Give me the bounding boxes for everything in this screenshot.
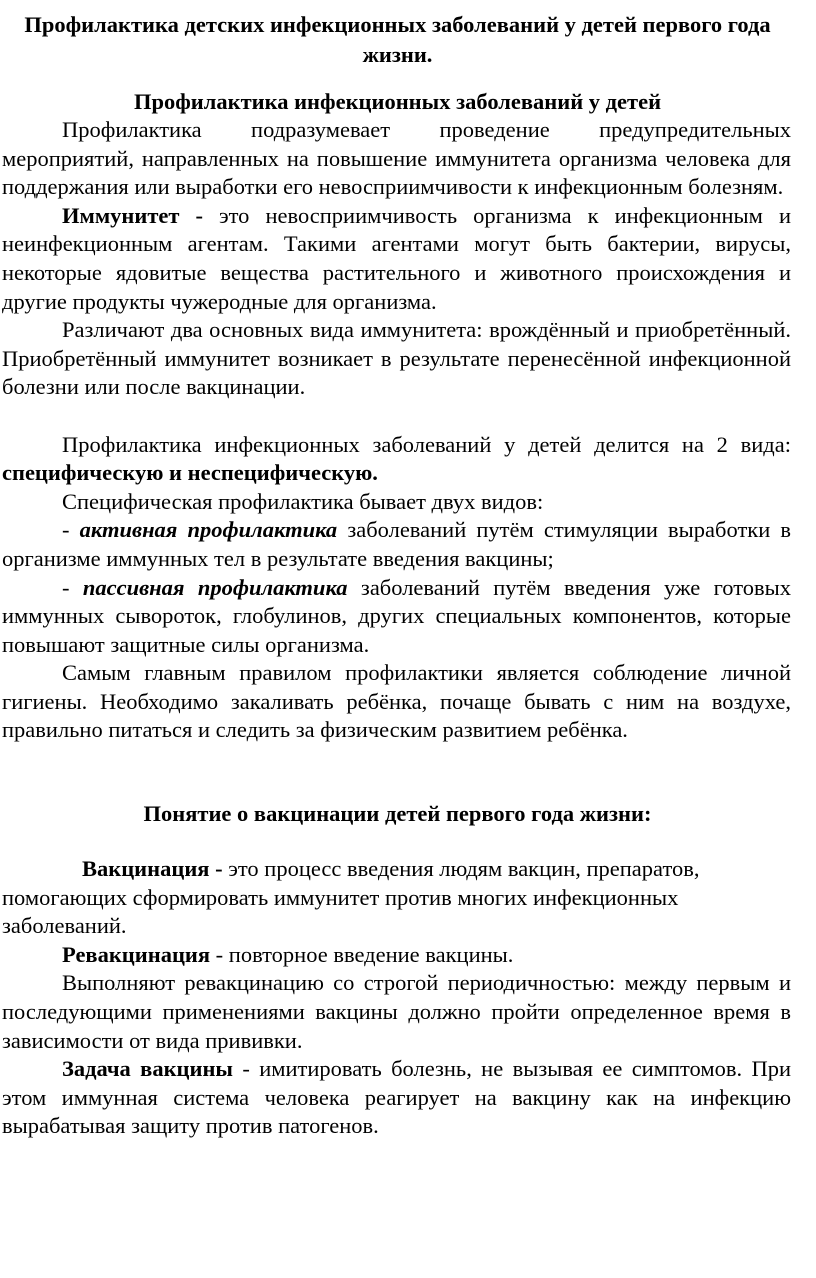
paragraph-revaccination-period: Выполняют ревакцинацию со строгой периодичностью: между первым и последующими применениями вакцины должно пройти определенное время в зависимости от вида прививки. <box>2 970 791 1053</box>
term-vaccine-task: Задача вакцины <box>62 1056 233 1082</box>
document-title: Профилактика детских инфекционных заболеваний у детей первого года жизни. <box>24 12 771 67</box>
paragraph-prophylaxis-kinds: Профилактика инфекционных заболеваний у детей делится на 2 вида: специфическую и неспецифическую. <box>2 431 791 486</box>
paragraph-vaccine-task: Задача вакцины - имитировать болезнь, не вызывая ее симптомов. При этом иммунная система человека реагирует на вакцину как на инфекцию вырабатывая защиту против патогенов. <box>2 1056 791 1139</box>
list-item-active-prophylaxis: - активная профилактика заболеваний путём стимуляции выработки в организме иммунных тел в результате введения вакцины; <box>2 517 792 571</box>
list-item-passive-prophylaxis: - пассивная профилактика заболеваний путём введения уже готовых иммунных сывороток, глобулинов, других специальных компонентов, которые повышают защитные силы организма. <box>2 574 791 657</box>
term-immunity: Иммунитет - <box>62 202 203 228</box>
paragraph-specific-types: Специфическая профилактика бывает двух видов: <box>62 488 544 514</box>
section-heading-vaccination: Понятие о вакцинации детей первого года жизни: <box>143 801 652 826</box>
term-vaccination: Вакцинация - <box>82 856 223 881</box>
paragraph-prophylaxis-definition: Профилактика подразумевает проведение предупредительных мероприятий, направленных на повышение иммунитета организма человека для поддержания или выработки его невосприимчивости к инфекционным болезням. <box>2 117 791 200</box>
section-prophylaxis-body <box>2 116 791 745</box>
paragraph-immunity-definition: Иммунитет - это невосприимчивость организма к инфекционным и неинфекционным агентам. Такими агентами могут быть бактерии, вирусы, некоторые ядовитые вещества растительного и животного происхождения и другие продукты чужеродные для организма. <box>2 202 791 314</box>
section-vaccination-body <box>2 855 791 1141</box>
term-revaccination: Ревакцинация <box>62 941 211 967</box>
paragraph-immunity-types: Различают два основных вида иммунитета: врождённый и приобретённый. Приобретённый иммунитет возникает в результате перенесённой инфекционной болезни или после вакцинации. <box>2 317 791 400</box>
section-heading-prophylaxis: Профилактика инфекционных заболеваний у детей <box>133 89 662 114</box>
paragraph-revaccination-definition: Ревакцинация - повторное введение вакцины. <box>62 941 514 967</box>
term-specific-nonspecific: специфическую и неспецифическую. <box>2 460 378 486</box>
paragraph-hygiene: Самым главным правилом профилактики является соблюдение личной гигиены. Необходимо закаливать ребёнка, почаще бывать с ним на воздухе, правильно питаться и следить за физическим развитием ребёнка. <box>2 660 791 743</box>
paragraph-vaccination-definition: Вакцинация - это процесс введения людям вакцин, препаратов, помогающих сформировать иммунитет против многих инфекционных заболеваний. <box>2 856 700 939</box>
term-passive-prophylaxis: пассивная профилактика <box>82 574 348 600</box>
term-active-prophylaxis: активная профилактика <box>79 517 338 543</box>
